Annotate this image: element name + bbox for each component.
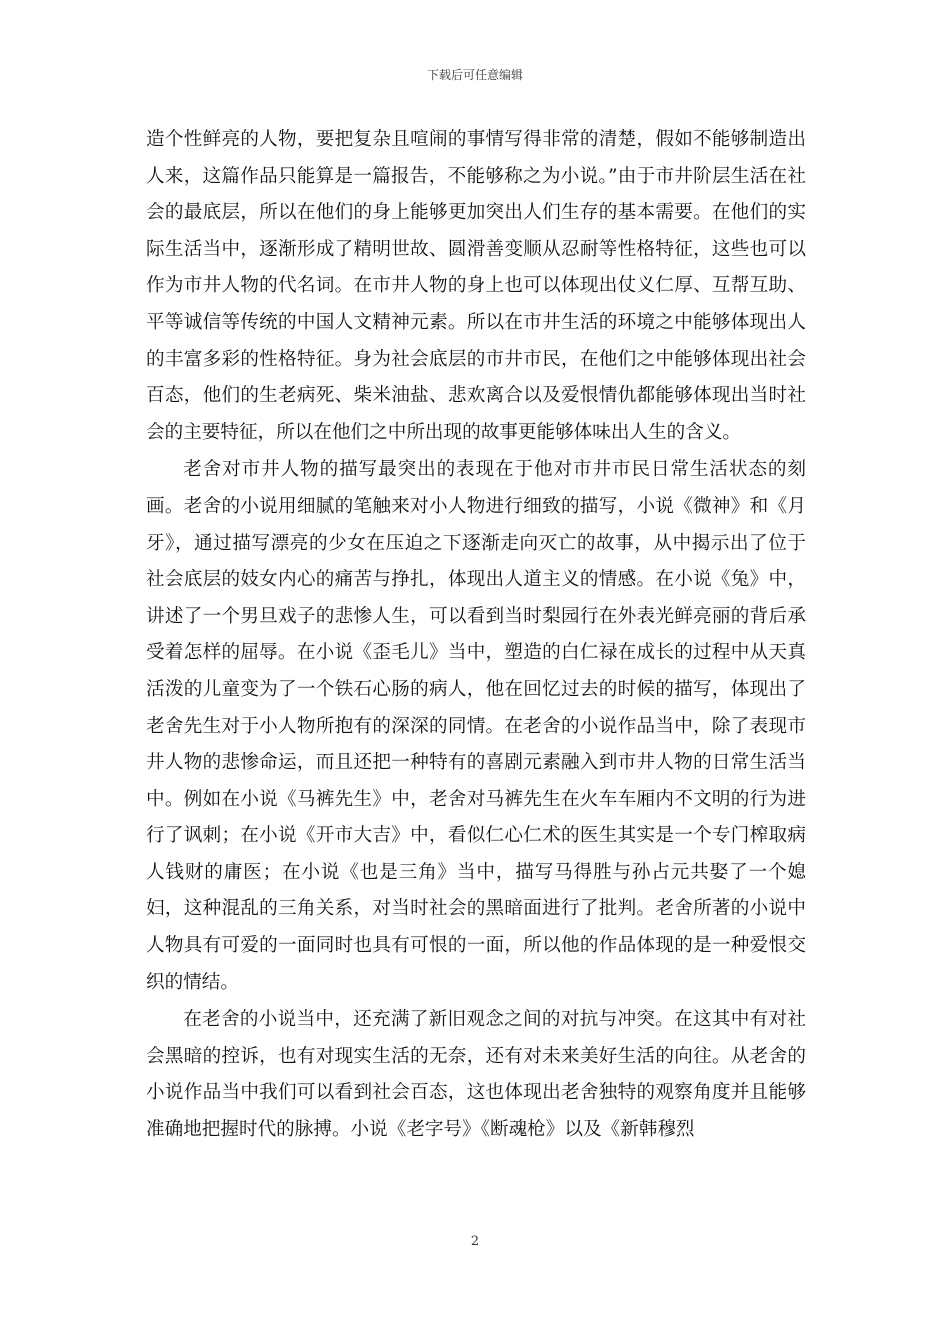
document-body xyxy=(146,122,806,1149)
paragraph-2: 老舍对市井人物的描写最突出的表现在于他对市井市民日常生活状态的刻画。老舍的小说用细腻的笔触来对小人物进行细致的描写，小说《微神》和《月牙》，通过描写漂亮的少女在压迫之下逐渐走向灭亡的故事，从中揭示出了位于社会底层的妓女内心的痛苦与挣扎，体现出人道主义的情感。在小说《兔》中，讲述了一个男旦戏子的悲惨人生，可以看到当时梨园行在外表光鲜亮丽的背后承受着怎样的屈辱。在小说《歪毛儿》当中，塑造的白仁禄在成长的过程中从天真活泼的儿童变为了一个铁石心肠的病人，他在回忆过去的时候的描写，体现出了老舍先生对于小人物所抱有的深深的同情。在老舍的小说作品当中，除了表现市井人物的悲惨命运，而且还把一种特有的喜剧元素融入到市井人物的日常生活当中。例如在小说《马裤先生》中，老舍对马裤先生在火车车厢内不文明的行为进行了讽刺；在小说《开市大吉》中，看似仁心仁术的医生其实是一个专门榨取病人钱财的庸医；在小说《也是三角》当中，描写马得胜与孙占元共娶了一个媳妇，这种混乱的三角关系，对当时社会的黑暗面进行了批判。老舍所著的小说中人物具有可爱的一面同时也具有可恨的一面，所以他的作品体现的是一种爱恨交织的情结。 xyxy=(146,459,806,993)
page-number: 2 xyxy=(470,1234,480,1249)
page-header: 下载后可任意编辑 xyxy=(426,68,523,82)
paragraph-3: 在老舍的小说当中，还充满了新旧观念之间的对抗与冲突。在这其中有对社会黑暗的控诉，也有对现实生活的无奈，还有对未来美好生活的向往。从老舍的小说作品当中我们可以看到社会百态，这也体现出老舍独特的观察角度并且能够准确地把握时代的脉搏。小说《老字号》《断魂枪》以及《新韩穆烈 xyxy=(146,1009,806,1141)
paragraph-1: 造个性鲜亮的人物，要把复杂且喧闹的事情写得非常的清楚，假如不能够制造出人来，这篇作品只能算是一篇报告，不能够称之为小说。”由于市井阶层生活在社会的最底层，所以在他们的身上能够更加突出人们生存的基本需要。在他们的实际生活当中，逐渐形成了精明世故、圆滑善变顺从忍耐等性格特征，这些也可以作为市井人物的代名词。在市井人物的身上也可以体现出仗义仁厚、互帮互助、平等诚信等传统的中国人文精神元素。所以在市井生活的环境之中能够体现出人的丰富多彩的性格特征。身为社会底层的市井市民，在他们之中能够体现出社会百态，他们的生老病死、柴米油盐、悲欢离合以及爱恨情仇都能够体现出当时社会的主要特征，所以在他们之中所出现的故事更能够体味出人生的含义。 xyxy=(146,129,806,443)
